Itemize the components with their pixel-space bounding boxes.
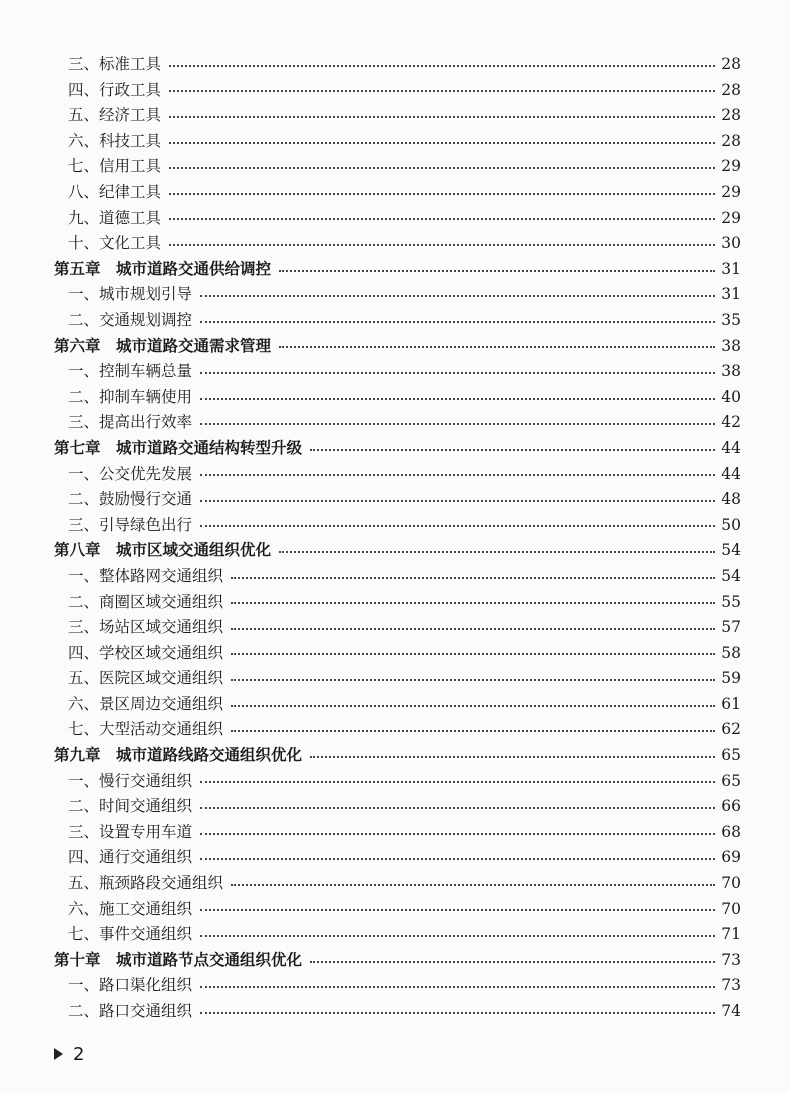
toc-entry-page: 54 [721,541,741,560]
dot-leader [310,961,715,963]
toc-section-entry[interactable] [0,78,790,104]
toc-entry-title: 第五章 城市道路交通供给调控 [54,259,272,278]
dot-leader [279,551,715,553]
toc-section-entry[interactable] [0,845,790,871]
toc-entry-page: 71 [721,925,741,944]
dot-leader [169,116,715,118]
toc-entry-title: 一、慢行交通组织 [68,771,193,790]
toc-entry-page: 61 [721,694,741,713]
toc-entry-title: 八、纪律工具 [68,183,162,202]
toc-entry-page: 55 [721,592,741,611]
toc-entry-title: 四、学校区域交通组织 [68,643,224,662]
toc-entry-title: 二、交通规划调控 [68,310,193,329]
toc-section-entry[interactable] [0,129,790,155]
toc-entry-page: 28 [721,106,741,125]
dot-leader [231,577,715,579]
dot-leader [200,295,715,297]
toc-entry-page: 30 [721,234,741,253]
toc-entry-page: 29 [721,157,741,176]
toc-entry-title: 第八章 城市区域交通组织优化 [54,541,272,560]
dot-leader [200,398,715,400]
dot-leader [231,653,715,655]
toc-entry-page: 68 [721,822,741,841]
toc-chapter-entry[interactable] [0,538,790,564]
toc-section-entry[interactable] [0,410,790,436]
dot-leader [200,858,715,860]
toc-entry-title: 六、施工交通组织 [68,899,193,918]
toc-entry-title: 第九章 城市道路线路交通组织优化 [54,746,303,765]
toc-section-entry[interactable] [0,180,790,206]
toc-section-entry[interactable] [0,897,790,923]
toc-entry-page: 50 [721,515,741,534]
toc-section-entry[interactable] [0,231,790,257]
toc-section-entry[interactable] [0,206,790,232]
toc-entry-title: 七、事件交通组织 [68,925,193,944]
toc-section-entry[interactable] [0,282,790,308]
toc-chapter-entry[interactable] [0,257,790,283]
toc-entry-page: 31 [721,259,741,278]
toc-entry-page: 62 [721,720,741,739]
dot-leader [169,90,715,92]
toc-entry-title: 一、公交优先发展 [68,464,193,483]
toc-chapter-entry[interactable] [0,436,790,462]
toc-chapter-entry[interactable] [0,948,790,974]
toc-section-entry[interactable] [0,154,790,180]
toc-entry-page: 28 [721,80,741,99]
toc-entry-title: 五、医院区域交通组织 [68,669,224,688]
dot-leader [279,270,715,272]
toc-entry-title: 九、道德工具 [68,208,162,227]
table-of-contents [0,52,790,1025]
page-number: 2 [73,1043,85,1065]
dot-leader [200,833,715,835]
toc-chapter-entry[interactable] [0,743,790,769]
toc-section-entry[interactable] [0,999,790,1025]
toc-entry-title: 三、标准工具 [68,55,162,74]
dot-leader [231,705,715,707]
toc-entry-title: 五、瓶颈路段交通组织 [68,874,224,893]
toc-section-entry[interactable] [0,589,790,615]
toc-section-entry[interactable] [0,666,790,692]
toc-entry-title: 三、设置专用车道 [68,822,193,841]
toc-entry-page: 74 [721,1002,741,1021]
toc-entry-page: 65 [721,771,741,790]
toc-entry-page: 66 [721,797,741,816]
toc-entry-page: 59 [721,669,741,688]
toc-entry-title: 第七章 城市道路交通结构转型升级 [54,438,303,457]
dot-leader [200,986,715,988]
dot-leader [200,321,715,323]
dot-leader [231,730,715,732]
dot-leader [200,525,715,527]
dot-leader [200,807,715,809]
toc-entry-title: 二、路口交通组织 [68,1002,193,1021]
toc-entry-page: 58 [721,643,741,662]
toc-entry-page: 73 [721,976,741,995]
toc-entry-title: 七、大型活动交通组织 [68,720,224,739]
toc-section-entry[interactable] [0,385,790,411]
toc-section-entry[interactable] [0,52,790,78]
dot-leader [169,142,715,144]
toc-section-entry[interactable] [0,462,790,488]
dot-leader [169,244,715,246]
toc-entry-page: 73 [721,950,741,969]
toc-entry-page: 40 [721,387,741,406]
toc-entry-page: 69 [721,848,741,867]
dot-leader [200,500,715,502]
dot-leader [200,474,715,476]
dot-leader [169,167,715,169]
toc-entry-page: 54 [721,566,741,585]
toc-section-entry[interactable] [0,871,790,897]
dot-leader [310,449,715,451]
toc-section-entry[interactable] [0,692,790,718]
toc-section-entry[interactable] [0,794,790,820]
toc-entry-page: 28 [721,131,741,150]
toc-section-entry[interactable] [0,564,790,590]
toc-entry-page: 31 [721,285,741,304]
dot-leader [310,756,715,758]
dot-leader [231,679,715,681]
toc-entry-page: 70 [721,899,741,918]
dot-leader [200,781,715,783]
toc-entry-title: 一、控制车辆总量 [68,362,193,381]
toc-entry-page: 44 [721,438,741,457]
toc-entry-title: 三、场站区域交通组织 [68,618,224,637]
toc-section-entry[interactable] [0,769,790,795]
toc-entry-page: 65 [721,746,741,765]
dot-leader [231,602,715,604]
toc-entry-page: 29 [721,183,741,202]
toc-section-entry[interactable] [0,103,790,129]
toc-entry-title: 五、经济工具 [68,106,162,125]
dot-leader [200,423,715,425]
toc-entry-page: 42 [721,413,741,432]
dot-leader [279,346,715,348]
toc-entry-title: 一、路口渠化组织 [68,976,193,995]
toc-entry-title: 第六章 城市道路交通需求管理 [54,336,272,355]
toc-entry-title: 一、整体路网交通组织 [68,566,224,585]
toc-entry-title: 第十章 城市道路节点交通组织优化 [54,950,303,969]
toc-section-entry[interactable] [0,487,790,513]
toc-entry-page: 57 [721,618,741,637]
toc-entry-page: 38 [721,336,741,355]
toc-entry-page: 29 [721,208,741,227]
toc-entry-title: 二、鼓励慢行交通 [68,490,193,509]
dot-leader [231,884,715,886]
toc-section-entry[interactable] [0,820,790,846]
toc-entry-title: 二、时间交通组织 [68,797,193,816]
dot-leader [200,935,715,937]
toc-entry-title: 十、文化工具 [68,234,162,253]
dot-leader [169,193,715,195]
toc-entry-title: 四、通行交通组织 [68,848,193,867]
toc-section-entry[interactable] [0,973,790,999]
toc-entry-title: 三、提高出行效率 [68,413,193,432]
toc-section-entry[interactable] [0,717,790,743]
dot-leader [200,372,715,374]
toc-entry-title: 二、抑制车辆使用 [68,387,193,406]
toc-entry-page: 35 [721,310,741,329]
toc-entry-title: 七、信用工具 [68,157,162,176]
dot-leader [200,909,715,911]
triangle-right-icon [54,1048,63,1060]
page-footer [54,1042,84,1066]
toc-section-entry[interactable] [0,513,790,539]
toc-section-entry[interactable] [0,308,790,334]
toc-entry-title: 四、行政工具 [68,80,162,99]
toc-entry-title: 三、引导绿色出行 [68,515,193,534]
toc-section-entry[interactable] [0,615,790,641]
toc-entry-page: 28 [721,55,741,74]
toc-entry-title: 二、商圈区域交通组织 [68,592,224,611]
toc-entry-page: 44 [721,464,741,483]
toc-entry-title: 六、科技工具 [68,131,162,150]
toc-entry-title: 一、城市规划引导 [68,285,193,304]
toc-entry-page: 70 [721,874,741,893]
toc-chapter-entry[interactable] [0,334,790,360]
toc-entry-title: 六、景区周边交通组织 [68,694,224,713]
dot-leader [169,218,715,220]
dot-leader [169,65,715,67]
toc-section-entry[interactable] [0,922,790,948]
toc-section-entry[interactable] [0,359,790,385]
toc-entry-page: 38 [721,362,741,381]
dot-leader [200,1012,715,1014]
dot-leader [231,628,715,630]
toc-entry-page: 48 [721,490,741,509]
toc-section-entry[interactable] [0,641,790,667]
